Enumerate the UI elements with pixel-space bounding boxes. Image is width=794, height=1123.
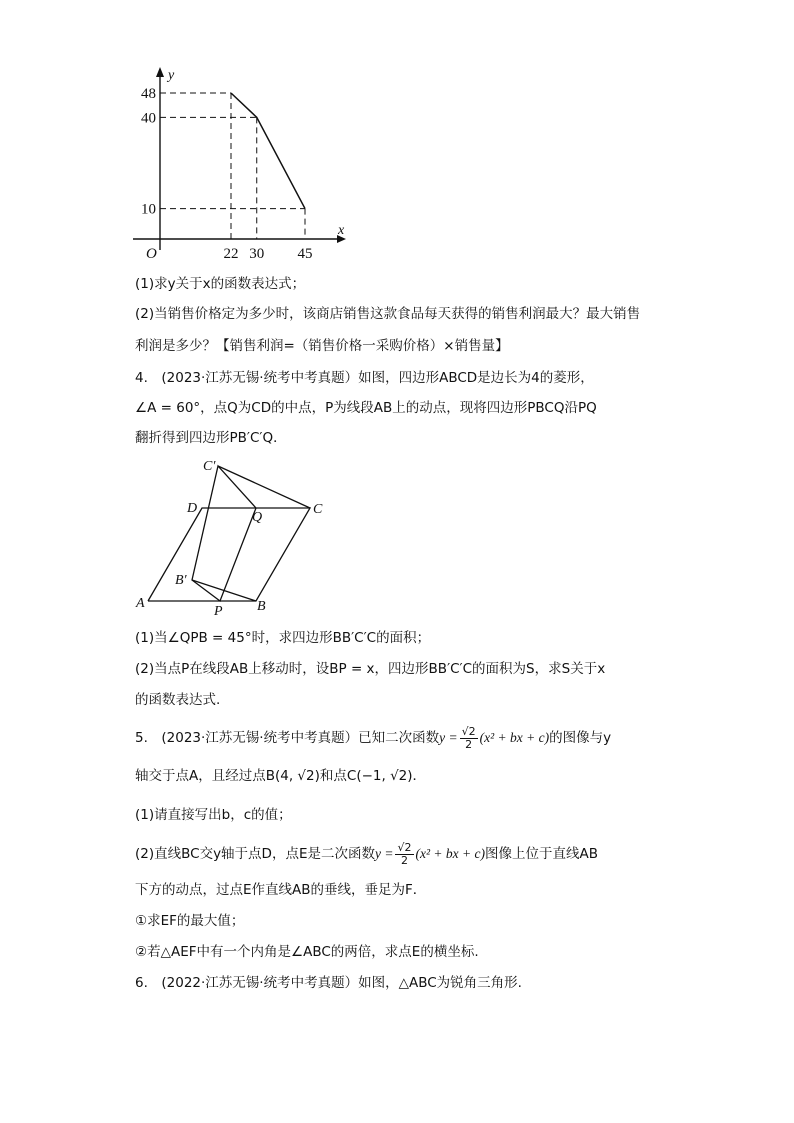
rhombus-fold-figure bbox=[0, 455, 794, 625]
y-axis-label: y bbox=[168, 68, 175, 83]
segment-cprime-c bbox=[218, 466, 310, 508]
q5-intro-line2: 轴交于点A，且经过点B(4, √2)和点C(−1, √2)． bbox=[135, 768, 427, 784]
q4-part2-line2: 的函数表达式. bbox=[135, 692, 221, 708]
label-p: P bbox=[214, 604, 223, 619]
q5-formula-fraction bbox=[460, 726, 478, 751]
label-c-prime: C′ bbox=[203, 459, 216, 474]
q5-formula2-num: √2 bbox=[397, 840, 412, 854]
price-sales-chart bbox=[0, 60, 794, 330]
label-b: B bbox=[257, 599, 266, 614]
origin-label: O bbox=[146, 246, 157, 262]
q5-intro-pre: 5. (2023·江苏无锡·统考中考真题）已知二次函数 bbox=[135, 730, 440, 746]
label-c: C bbox=[313, 502, 323, 517]
q5-formula2-fraction bbox=[395, 842, 413, 867]
label-b-prime: B′ bbox=[175, 573, 187, 588]
y-tick-label: 40 bbox=[141, 110, 156, 127]
q5-formula-num: √2 bbox=[461, 724, 476, 738]
folded-quadrilateral bbox=[192, 466, 256, 601]
q5-sub1: ①求EF的最大值； bbox=[135, 913, 245, 929]
label-q: Q bbox=[252, 510, 263, 525]
q5-formula-y: y = bbox=[439, 730, 458, 745]
q5-intro-post: 的图像与y bbox=[549, 730, 612, 746]
q4-part1: (1)当∠QPB = 45°时，求四边形BB′C′C的面积； bbox=[135, 630, 431, 646]
q4-intro-line1: 4. (2023·江苏无锡·统考中考真题）如图，四边形ABCD是边长为4的菱形， bbox=[135, 370, 594, 386]
label-a: A bbox=[136, 596, 145, 611]
x-tick-label: 22 bbox=[223, 246, 239, 262]
q5-sub2: ②若△AEF中有一个内角是∠ABC的两倍，求点E的横坐标. bbox=[135, 944, 479, 960]
q5-formula-body: (x² + bx + c) bbox=[479, 730, 550, 745]
y-axis-arrow bbox=[156, 67, 164, 77]
q4-intro-line2: ∠A = 60°，点Q为CD的中点，P为线段AB上的动点，现将四边形PBCQ沿PQ bbox=[135, 400, 597, 416]
q5-formula2-den: 2 bbox=[400, 853, 408, 867]
q5-part2-line1 bbox=[135, 838, 598, 870]
y-tick-label: 10 bbox=[141, 201, 156, 218]
q5-intro-line1 bbox=[135, 722, 611, 754]
q4-intro-line3: 翻折得到四边形PB′C′Q． bbox=[135, 430, 287, 446]
segment-bprime-b bbox=[192, 580, 256, 601]
x-tick-label: 30 bbox=[249, 246, 265, 262]
q5-formula-den: 2 bbox=[465, 737, 473, 751]
series-line bbox=[231, 93, 305, 209]
label-d: D bbox=[187, 501, 198, 516]
q5-part2-post: 图像上位于直线AB bbox=[484, 846, 598, 862]
q4-part2-line1: (2)当点P在线段AB上移动时，设BP = x，四边形BB′C′C的面积为S，求S关于x bbox=[135, 661, 606, 677]
q3-part2-line1: (2)当销售价格定为多少时，该商店销售这款食品每天获得的销售利润最大？最大销售 bbox=[135, 306, 641, 322]
q5-part2-pre: (2)直线BC交y轴于点D，点E是二次函数 bbox=[135, 846, 375, 862]
x-axis-label: x bbox=[338, 223, 345, 238]
x-tick-label: 45 bbox=[297, 246, 313, 262]
q5-formula2-body: (x² + bx + c) bbox=[415, 846, 485, 861]
q5-formula2-y: y = bbox=[375, 846, 394, 861]
q5-part1: (1)请直接写出b，c的值； bbox=[135, 807, 292, 823]
y-tick-label: 48 bbox=[141, 86, 156, 102]
q6-intro: 6. (2022·江苏无锡·统考中考真题）如图，△ABC为锐角三角形. bbox=[135, 975, 522, 991]
q3-part1: (1)求y关于x的函数表达式； bbox=[135, 276, 306, 292]
rhombus-outline bbox=[148, 508, 310, 601]
q5-part2-line2: 下方的动点，过点E作直线AB的垂线，垂足为F． bbox=[135, 882, 427, 898]
q3-part2-line2: 利润是多少？【销售利润=（销售价格一采购价格）×销售量】 bbox=[135, 338, 509, 354]
